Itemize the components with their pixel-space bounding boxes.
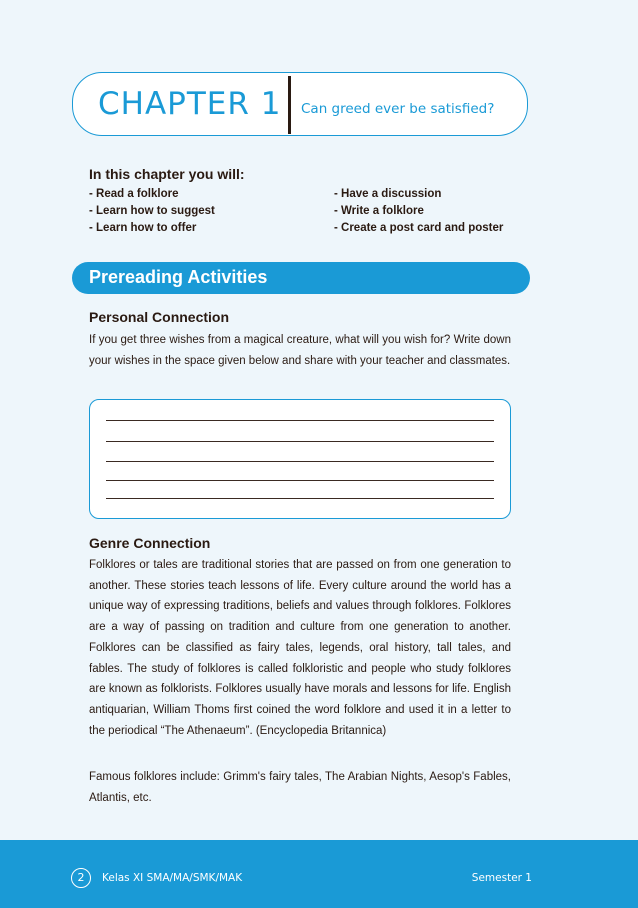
- writing-line: [106, 461, 494, 462]
- personal-connection-text: If you get three wishes from a magical creature, what will you wish for? Write down your wishes in the space given below and share with your teacher and classmates.: [89, 334, 511, 367]
- prereading-title: Prereading Activities: [89, 267, 268, 287]
- objective-item: - Learn how to offer: [89, 222, 197, 234]
- footer-book-title: Kelas XI SMA/MA/SMK/MAK: [102, 872, 243, 884]
- wish-writing-box[interactable]: [89, 399, 511, 519]
- chapter-divider: [288, 76, 291, 134]
- personal-connection-heading: Personal Connection: [89, 309, 230, 325]
- objective-item: - Write a folklore: [334, 205, 424, 217]
- chapter-title: CHAPTER 1: [98, 86, 282, 122]
- objectives-list-right: [334, 186, 503, 237]
- objective-item: - Create a post card and poster: [334, 222, 504, 234]
- writing-line: [106, 480, 494, 481]
- genre-connection-heading: Genre Connection: [89, 535, 211, 551]
- objective-item: - Learn how to suggest: [89, 205, 215, 217]
- writing-line: [106, 420, 494, 421]
- footer-semester: Semester 1: [471, 872, 532, 884]
- objectives-heading: In this chapter you will:: [89, 166, 245, 182]
- objectives-list-left: [89, 186, 215, 237]
- chapter-subtitle: Can greed ever be satisfied?: [301, 101, 495, 117]
- writing-line: [106, 441, 494, 442]
- page-number: 2: [71, 868, 91, 888]
- footer-band: [0, 840, 638, 908]
- writing-line: [106, 498, 494, 499]
- genre-connection-text: Folklores or tales are traditional stories that are passed on from one generation to another. These stories teach lessons of life. Every culture around the world has a unique way of expressing traditions, beliefs and values through folklores. Folklores are a way of passing on tradition and culture from one generation to another. Folklores can be classified as fairy tales, legends, oral history, tall tales, and fables. The study of folklores is called folkloristic and people who study folklores are known as folklorists. Folklores usually have morals and lessons for life. English antiquarian, William Thoms first coined the word folklore and used it in a letter to the periodical “The Athenaeum”. (Encyclopedia Britannica): [89, 559, 511, 737]
- objective-item: - Read a folklore: [89, 188, 179, 200]
- objective-item: - Have a discussion: [334, 188, 442, 200]
- famous-folklores-text: Famous folklores include: Grimm's fairy tales, The Arabian Nights, Aesop's Fables, Atlantis, etc.: [89, 771, 511, 804]
